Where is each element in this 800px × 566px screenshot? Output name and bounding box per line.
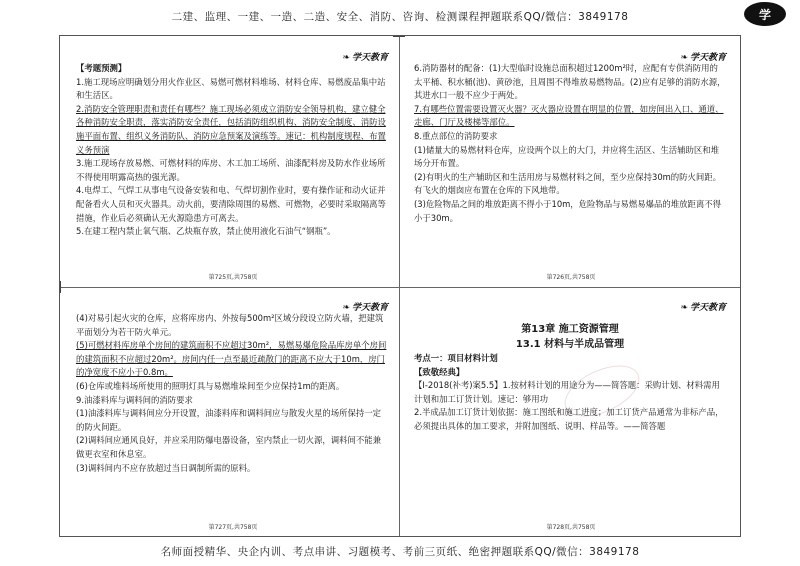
- text-line: 4.电焊工、气焊工从事电气设备安装和电、气焊切割作业时，要有操作证和动火证并配备看火人员和灭火器具。动火前，要清除周围的易燃、可燃物，必要时采取隔离等措施，作业后必须确认无火源隐患方可离去。: [76, 185, 386, 223]
- text-line: (5)可燃材料库房单个房间的建筑面积不应超过30m²，易燃易爆危险品库房单个房间的建筑面积不应超过20m²。房间内任一点至最近疏散门的距离不应大于10m，房门的净宽度不应小于0.8m。: [76, 340, 387, 378]
- page-body: [414, 62, 726, 225]
- text-line: 6.消防器材的配备：(1)大型临时设施总面积超过1200m²时，应配有专供消防用的太平桶、积水桶(池)、黄砂池，且周围不得堆放易燃物品。(2)应有足够的消防水源，其进水口一般不应少于两处。: [414, 63, 726, 101]
- vertical-divider: [399, 36, 400, 536]
- brand-mark: ❧ 学天教育: [342, 303, 388, 313]
- page-727: [74, 300, 392, 532]
- text-line: (6)仓库或堆料场所使用的照明灯具与易燃堆垛间至少应保持1m的距离。: [76, 380, 345, 391]
- brand-mark: ❧ 学天教育: [680, 53, 726, 63]
- page-725: [74, 50, 392, 282]
- text-line: 2.半成品加工订货计划依据：施工图纸和施工进度；加工订货产品通常为非标产品，必须提出具体的加工要求，并附加图纸、说明、样品等。——简答题: [414, 407, 724, 431]
- text-line: (2)调料间应通风良好，并应采用防爆电器设备，室内禁止一切火源，调料间不能兼做更衣室和休息室。: [76, 435, 381, 459]
- crop-mark: [60, 281, 61, 293]
- text-line: (3)危险物品之间的堆放距离不得小于10m，危险物品与易燃易爆品的堆放距离不得小于30m。: [414, 198, 722, 223]
- text-line: (1)储量大的易燃材料仓库，应设两个以上的大门，并应将生活区、生活辅助区和堆场分开布置。: [414, 144, 719, 169]
- text-line: 【考题预测】: [76, 63, 127, 73]
- page-726: [412, 50, 730, 282]
- document-sheet: [59, 35, 741, 537]
- text-line: 8.重点部位的消防要求: [414, 130, 498, 141]
- text-line: 2.消防安全管理职责和责任有哪些？施工现场必须成立消防安全领导机构，建立健全各种消防安全职责，落实消防安全责任，包括消防组织机构、消防安全制度、消防设施平面布置、组织义务消防队、消防应急预案及演练等。速记：机构制度规程、布置义务预演: [76, 103, 386, 155]
- page-lines: [414, 352, 726, 434]
- text-line: (3)调料间内不应存放超过当日调制所需的原料。: [76, 462, 256, 473]
- horizontal-divider: [60, 287, 740, 288]
- top-banner: 二建、监理、一建、一造、二造、安全、消防、咨询、检测课程押题联系QQ/微信：3849178: [171, 11, 629, 23]
- page-footer: 第725页,共758页: [208, 274, 258, 281]
- text-line: 【I-2018(补考)案5.5】1.按材料计划的用途分为——简答题：采购计划、材料需用计划和加工订货计划。速记：够用功: [414, 380, 720, 404]
- brand-mark: ❧ 学天教育: [680, 303, 726, 313]
- text-line: 3.施工现场存放易燃、可燃材料的库房、木工加工场所、油漆配料房及防水作业场所不得使用明露高热的强光源。: [76, 158, 386, 182]
- text-line: 考点一：项目材料计划: [414, 353, 498, 363]
- text-line: (1)油漆料库与调料间应分开设置，油漆料库和调料间应与散发火星的场所保持一定的防火间距。: [76, 408, 381, 432]
- text-line: (2)有明火的生产辅助区和生活用房与易燃材料之间，至少应保持30m的防火间距。有飞火的烟囱应布置在仓库的下风地带。: [414, 171, 722, 196]
- chapter-title: 第13章 施工资源管理: [521, 324, 619, 335]
- text-line: 【致敬经典】: [414, 366, 465, 377]
- text-line: 1.施工现场应明确划分用火作业区、易燃可燃材料堆场、材料仓库、易燃废品集中站和生活区。: [76, 76, 386, 101]
- brand-mark: ❧ 学天教育: [342, 53, 388, 63]
- text-line: 5.在建工程内禁止氧气瓶、乙炔瓶存放，禁止使用液化石油气“钢瓶”。: [76, 226, 336, 237]
- crop-mark: [393, 36, 405, 37]
- text-line: (4)对易引起火灾的仓库，应将库房内、外按每500m²区域分段设立防火墙，把建筑平面划分为若干防火单元。: [76, 313, 384, 337]
- page-728: [412, 300, 730, 532]
- page-footer: 第728页,共758页: [546, 524, 596, 531]
- page-body: [414, 322, 726, 434]
- logo-badge-icon: 学: [744, 2, 786, 26]
- text-line: 9.油漆料库与调料间的消防要求: [76, 394, 193, 405]
- section-title: 13.1 材料与半成品管理: [515, 339, 625, 350]
- page-footer: 第726页,共758页: [546, 274, 596, 281]
- bottom-banner: 名师面授精华、央企内训、考点串讲、习题模考、考前三页纸、绝密押题联系QQ/微信：3849178: [160, 546, 640, 558]
- page-body: [76, 62, 388, 239]
- page-footer: 第727页,共758页: [208, 524, 258, 531]
- page-body: [76, 312, 388, 475]
- text-line: 7.有哪些位置需要设置灭火器？灭火器应设置在明显的位置，如房间出入口、通道、走廊、门厅及楼梯等部位。: [414, 103, 724, 128]
